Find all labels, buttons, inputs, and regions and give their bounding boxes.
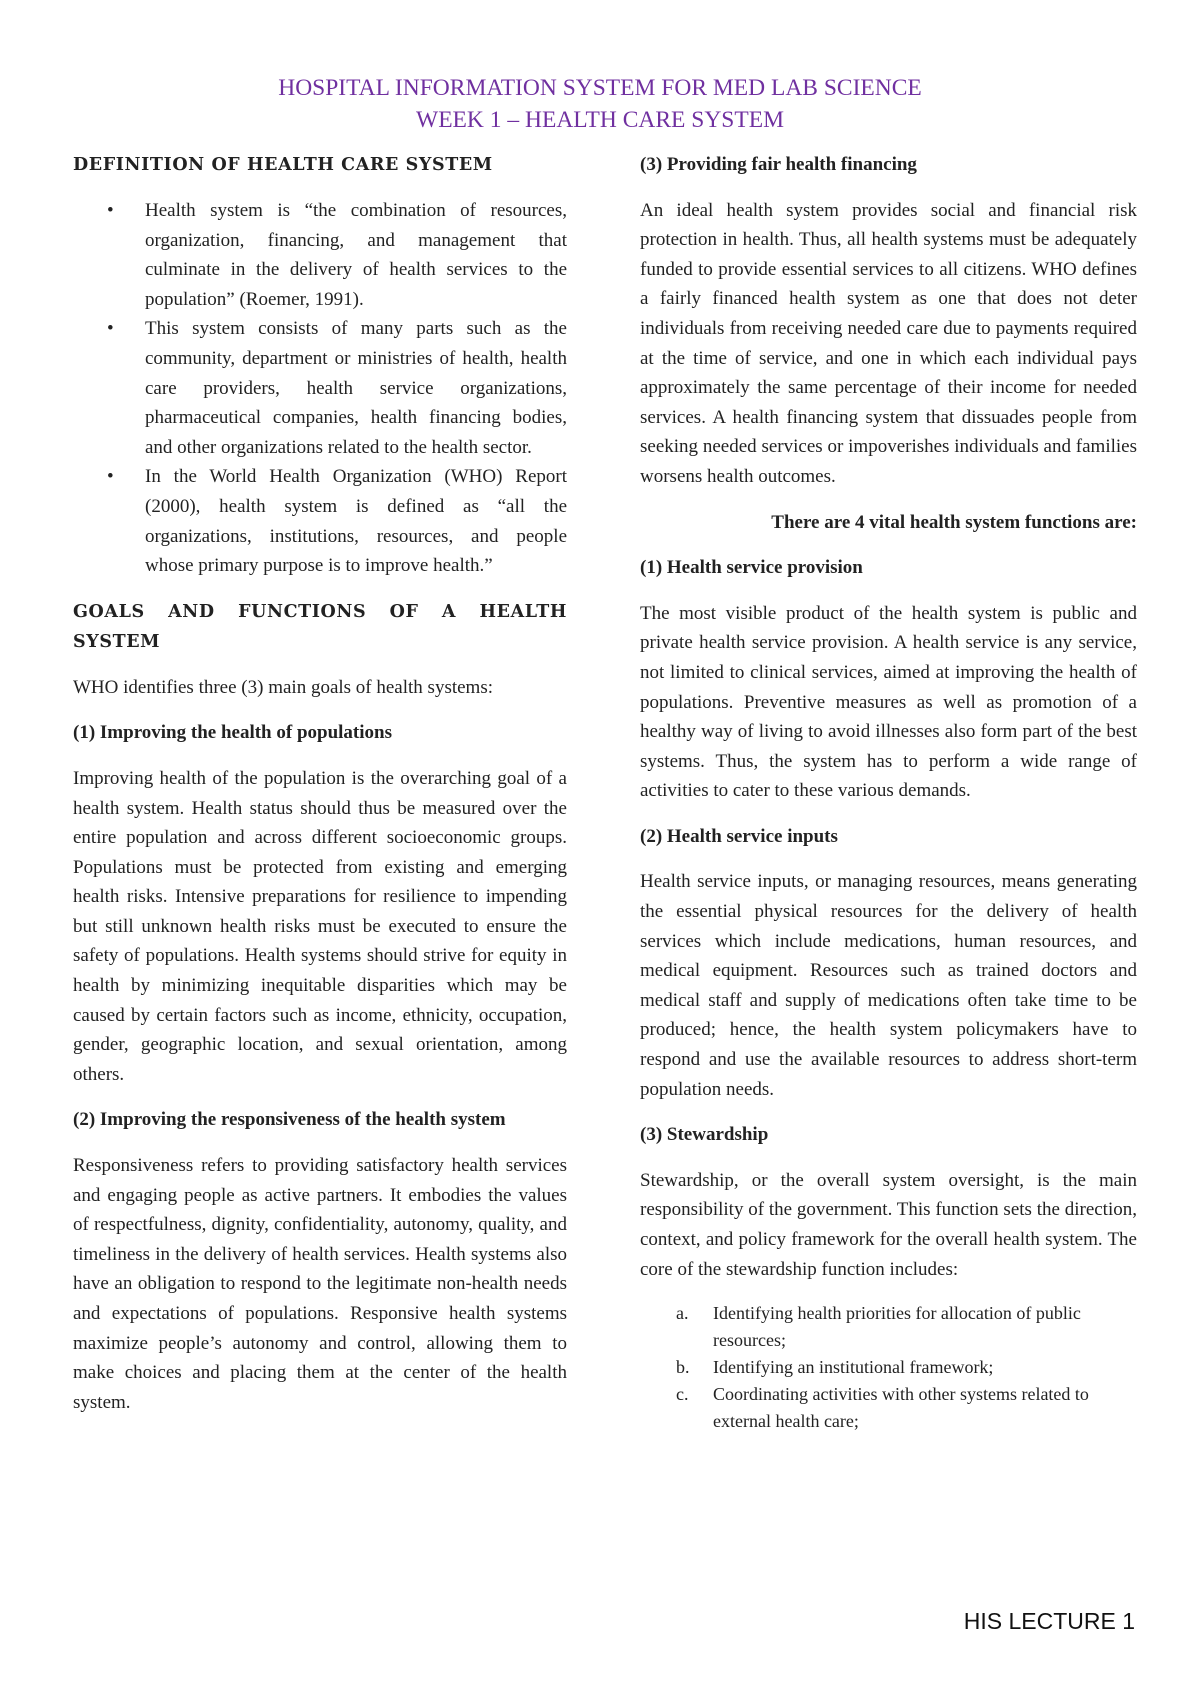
bullet-icon: • [107, 200, 114, 221]
list-item: c. Coordinating activities with other systems related to external health care; [676, 1384, 1089, 1432]
bullet-icon: • [107, 318, 114, 340]
definition-bullet-list [73, 196, 567, 581]
right-column [640, 150, 1137, 1435]
function-3-text: Stewardship, or the overall system oversight, is the main responsibility of the government. This function sets the direction, context, and policy framework for the overall health system. The core of the stewardship function includes: [640, 1169, 1137, 1280]
function-2-text: Health service inputs, or managing resources, means generating the essential physical resources for the delivery of health services which include medications, human resources, and medical equipment. Resources such as trained doctors and medical staff and supply of medications often take time to be produced; hence, the health system policymakers have to respond and use the available resources to address short-term population needs. [640, 871, 1137, 1100]
document-title: HOSPITAL INFORMATION SYSTEM FOR MED LAB SCIENCE [278, 75, 922, 101]
definition-heading: DEFINITION OF HEALTH CARE SYSTEM [73, 155, 493, 175]
goals-heading: GOALS AND FUNCTIONS OF A HEALTH SYSTEM [73, 601, 567, 652]
list-item: • Health system is “the combination of resources, organization, financing, and management that culminate in the delivery of health services to the population” (Roemer, 1991). [73, 196, 567, 314]
goal-1-heading: (1) Improving the health of populations [73, 722, 393, 744]
function-1-text: The most visible product of the health system is public and private health service provision. A health service is any service, not limited to clinical services, aimed at improving the health of populations. Preventive measures as well as promotion of a healthy way of living to avoid illnesses also form part of the best systems. Thus, the system has to perform a wide range of activities to cater to these various demands. [640, 602, 1137, 802]
page-footer-label: HIS LECTURE 1 [963, 1608, 1135, 1634]
list-item: • This system consists of many parts such as the community, department or ministries of health, health care providers, health service organizations, pharmaceutical companies, health financing bodies, and other organizations related to the health sector. [73, 314, 567, 462]
goal-1-text: Improving health of the population is the overarching goal of a health system. Health status should thus be measured over the entire population and across different socioeconomic groups. Populations must be protected from existing and emerging health risks. Intensive preparations for resilience to impending but still unknown health risks must be executed to ensure the safety of populations. Health systems should strive for equity in health by minimizing inequitable disparities which may be caused by certain factors such as income, ethnicity, occupation, gender, geographic location, and sexual orientation, among others. [73, 767, 567, 1085]
left-column [73, 150, 567, 1433]
document-subtitle: WEEK 1 – HEALTH CARE SYSTEM [416, 107, 784, 133]
goal-2-text: Responsiveness refers to providing satisfactory health services and engaging people as active partners. It embodies the values of respectfulness, dignity, confidentiality, autonomy, quality, and timeliness in the delivery of health services. Health systems also have an obligation to respond to the legitimate non-health needs and expectations of populations. Responsive health systems maximize people’s autonomy and control, allowing them to make choices and placing them at the center of the health system. [73, 1155, 567, 1413]
function-2-heading: (2) Health service inputs [640, 825, 838, 847]
stewardship-list [640, 1300, 1137, 1435]
bullet-icon: • [107, 466, 114, 488]
list-item: • In the World Health Organization (WHO) Report (2000), health system is defined as “all the organizations, institutions, resources, and people whose primary purpose is to improve health.” [73, 462, 567, 580]
list-item: b. Identifying an institutional framework; [676, 1357, 994, 1378]
function-3-heading: (3) Stewardship [640, 1124, 769, 1146]
function-1-heading: (1) Health service provision [640, 557, 863, 579]
list-item: a. Identifying health priorities for allocation of public resources; [676, 1303, 1081, 1351]
goal-3-text: An ideal health system provides social and financial risk protection in health. Thus, all health systems must be adequately funded to provide essential services to all citizens. WHO defines a fairly financed health system as one that does not deter individuals from receiving needed care due to payments required at the time of service, and one in which each individual pays approximately the same percentage of their income for needed services. A health financing system that dissuades people from seeking needed services or impoverishes individuals and families worsens health outcomes. [640, 199, 1137, 487]
goals-intro: WHO identifies three (3) main goals of health systems: [73, 676, 494, 698]
functions-heading: There are 4 vital health system functions are: [771, 511, 1137, 533]
goal-3-heading: (3) Providing fair health financing [640, 154, 917, 175]
goal-2-heading: (2) Improving the responsiveness of the health system [73, 1109, 506, 1131]
